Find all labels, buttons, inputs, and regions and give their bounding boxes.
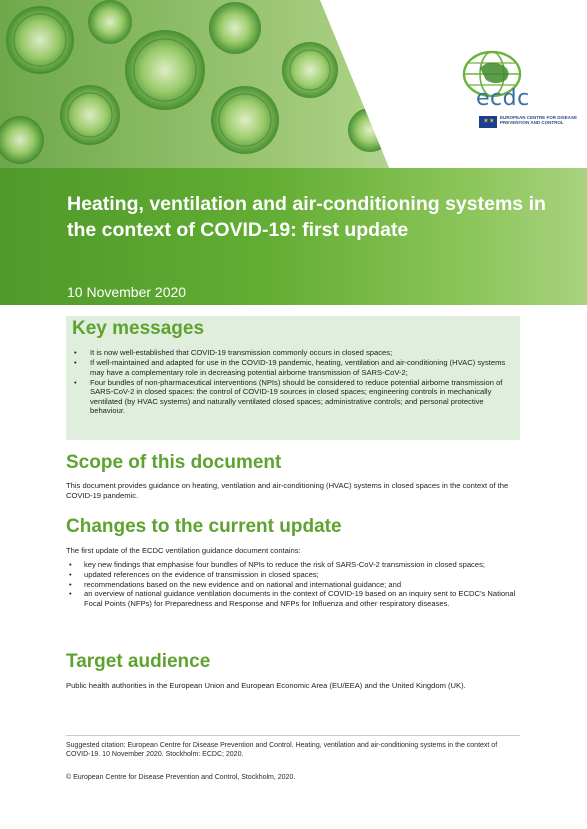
audience-text: Public health authorities in the European Union and European Economic Area (EU/EEA) and the United Kingdom (UK). <box>66 681 466 690</box>
key-messages-list <box>72 348 516 416</box>
audience-heading: Target audience <box>66 651 211 672</box>
changes-list-item: • key new findings that emphasise four bundles of NPIs to reduce the risk of SARS-CoV-2 transmission in closed spaces; <box>66 560 520 570</box>
scope-heading: Scope of this document <box>66 452 282 473</box>
changes-intro: The first update of the ECDC ventilation guidance document contains: <box>66 546 301 555</box>
changes-list-item: • updated references on the evidence of transmission in closed spaces; <box>66 570 520 580</box>
key-message-item: • Four bundles of non-pharmaceutical interventions (NPIs) should be considered to reduce potential airborne transmission of SARS-CoV-2 in closed spaces: the control of COVID-19 sources in closed spaces; engineering controls in mechanically ventilated (by HVAC systems) and naturally ventilated closed spaces; administrative controls; and personal protective behaviour. <box>72 378 516 416</box>
changes-heading: Changes to the current update <box>66 516 342 537</box>
cover-header <box>0 0 587 305</box>
changes-list-item: • recommendations based on the new evidence and on national and international guidance; and <box>66 580 520 590</box>
organisation-name: EUROPEAN CENTRE FOR DISEASE PREVENTION AND CONTROL <box>500 115 578 126</box>
publication-date: 10 November 2020 <box>67 284 187 300</box>
key-messages-heading: Key messages <box>72 318 205 339</box>
eu-flag-icon: ✶✶ <box>479 116 497 128</box>
key-messages-box <box>66 316 520 440</box>
ecdc-logo-text: ecdc <box>476 86 530 111</box>
scope-text: This document provides guidance on heating, ventilation and air-conditioning (HVAC) systems in closed spaces in the context of the COVID-19 pandemic. <box>66 481 509 500</box>
key-message-item: • It is now well-established that COVID-19 transmission commonly occurs in closed spaces; <box>72 348 516 358</box>
suggested-citation: Suggested citation: European Centre for Disease Prevention and Control. Heating, ventilation and air-conditioning systems in the context of COVID-19. 10 November 2020. Stockholm: ECDC; 2020. <box>66 742 498 759</box>
footer-divider <box>66 735 520 736</box>
key-message-item: • If well-maintained and adapted for use in the COVID-19 pandemic, heating, ventilation and air-conditioning (HVAC) systems may have a complementary role in decreasing potential airborne transmission of SARS-CoV-2; <box>72 358 516 377</box>
document-title: Heating, ventilation and air-conditioning systems in the context of COVID-19: first update <box>67 193 546 241</box>
changes-list <box>66 560 520 609</box>
changes-list-item: • an overview of national guidance ventilation documents in the context of COVID-19 based on an inquiry sent to ECDC’s National Focal Points (NFPs) for Preparedness and Response and NFPs for Influenza and other respiratory diseases. <box>66 589 520 609</box>
copyright-notice: © European Centre for Disease Prevention and Control, Stockholm, 2020. <box>66 774 296 781</box>
